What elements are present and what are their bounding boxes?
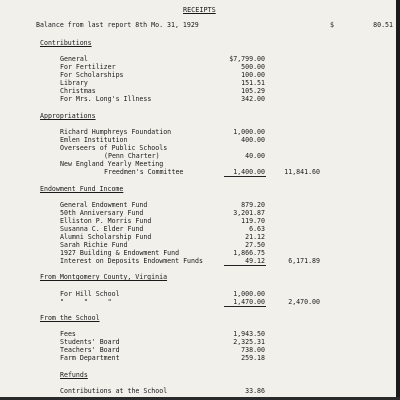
endowment-label: 50th Anniversary Fund: [60, 209, 144, 217]
section-heading-refunds: Refunds: [60, 371, 88, 379]
appropriation-label: Emlen Institution: [60, 136, 128, 144]
section-heading-school: From the School: [40, 314, 100, 322]
endowment-total: 6,171.89: [288, 257, 320, 265]
page-title: RECEIPTS: [183, 6, 216, 14]
school-amount: 2,325.31: [233, 338, 265, 346]
contribution-amount: 500.00: [241, 63, 265, 71]
subtotal-rule: [224, 265, 266, 266]
endowment-amount: 3,201.87: [233, 209, 265, 217]
school-amount: 259.18: [241, 354, 265, 362]
montgomery-label: " " ": [60, 298, 112, 306]
endowment-label: Elliston P. Morris Fund: [60, 217, 152, 225]
refund-amount: 33.86: [245, 387, 265, 395]
school-amount: 1,943.50: [233, 330, 265, 338]
endowment-label: Susanna C. Elder Fund: [60, 225, 144, 233]
school-label: Students' Board: [60, 338, 120, 346]
subtotal-rule: [224, 176, 266, 177]
contribution-label: Library: [60, 79, 88, 87]
appropriation-label: New England Yearly Meeting: [60, 160, 164, 168]
appropriation-label: (Penn Charter): [104, 152, 160, 160]
section-heading-montgomery: From Montgomery County, Virginia: [40, 273, 168, 281]
balance-dollar: $: [330, 21, 334, 29]
scan-edge-right: [396, 0, 400, 400]
montgomery-label: For Hill School: [60, 290, 120, 298]
appropriation-amount: 40.00: [245, 152, 265, 160]
endowment-amount: 21.12: [245, 233, 265, 241]
school-amount: 738.00: [241, 346, 265, 354]
montgomery-total: 2,470.00: [288, 298, 320, 306]
school-label: Teachers' Board: [60, 346, 120, 354]
endowment-label: Sarah Richie Fund: [60, 241, 128, 249]
contribution-amount: 100.00: [241, 71, 265, 79]
endowment-label: General Endowment Fund: [60, 201, 148, 209]
contribution-label: Christmas: [60, 87, 96, 95]
contribution-label: For Scholarships: [60, 71, 124, 79]
section-heading-contributions: Contributions: [40, 39, 92, 47]
appropriation-label: Freedmen's Committee: [104, 168, 184, 176]
endowment-amount: 6.63: [249, 225, 265, 233]
montgomery-amount: 1,000.00: [233, 290, 265, 298]
endowment-amount: 27.50: [245, 241, 265, 249]
contribution-amount: 342.00: [241, 95, 265, 103]
contribution-amount: 151.51: [241, 79, 265, 87]
appropriation-amount: 1,400.00: [233, 168, 265, 176]
appropriations-total: 11,841.60: [284, 168, 320, 176]
appropriation-label: Overseers of Public Schools: [60, 144, 168, 152]
montgomery-amount: 1,470.00: [233, 298, 265, 306]
endowment-label: Alumni Scholarship Fund: [60, 233, 152, 241]
refund-label: Contributions at the School: [60, 387, 168, 395]
contribution-amount: $7,799.00: [229, 55, 265, 63]
contribution-label: For Mrs. Long's Illness: [60, 95, 152, 103]
endowment-amount: 119.70: [241, 217, 265, 225]
section-heading-appropriations: Appropriations: [40, 112, 96, 120]
school-label: Farm Department: [60, 354, 120, 362]
appropriation-label: Richard Humphreys Foundation: [60, 128, 172, 136]
contribution-label: General: [60, 55, 88, 63]
contribution-amount: 105.29: [241, 87, 265, 95]
endowment-amount: 49.12: [245, 257, 265, 265]
appropriation-amount: 400.00: [241, 136, 265, 144]
school-label: Fees: [60, 330, 76, 338]
endowment-amount: 1,866.75: [233, 249, 265, 257]
endowment-amount: 879.20: [241, 201, 265, 209]
endowment-label: 1927 Building & Endowment Fund: [60, 249, 180, 257]
contribution-label: For Fertilizer: [60, 63, 116, 71]
section-heading-endowment: Endowment Fund Income: [40, 185, 124, 193]
appropriation-amount: 1,000.00: [233, 128, 265, 136]
endowment-label: Interest on Deposits Endowment Funds: [60, 257, 203, 265]
balance-label: Balance from last report 8th Mo. 31, 1929: [36, 21, 199, 29]
subtotal-rule: [224, 306, 266, 307]
balance-amount: 80.51: [373, 21, 393, 29]
